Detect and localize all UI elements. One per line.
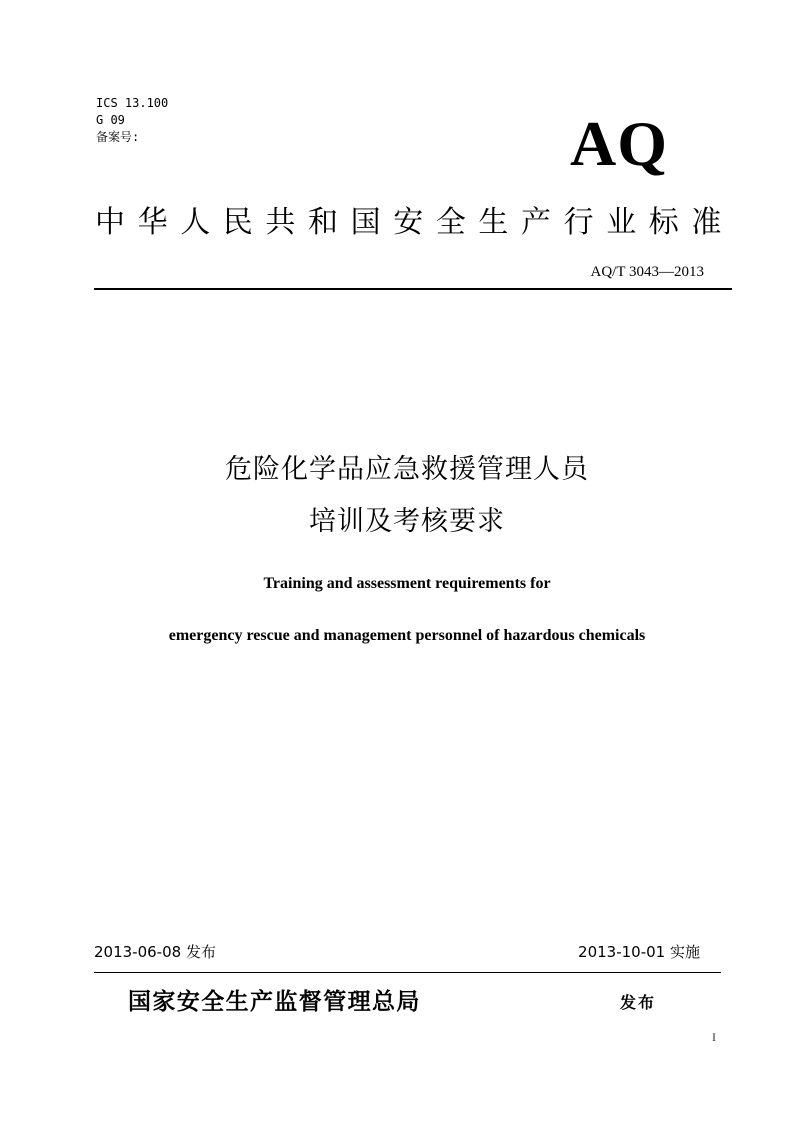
issuing-action: 发布 [620,993,657,1012]
chinese-title-line-2: 培训及考核要求 [309,506,505,537]
standard-number: AQ/T 3043—2013 [590,264,704,280]
aq-logo: AQ [570,108,668,179]
standard-category-title: 中华人民共和国安全生产行业标准 [95,205,734,240]
english-title-line-1: Training and assessment requirements for [263,575,551,592]
footer-divider [94,972,721,973]
english-title-line-2: emergency rescue and management personnel of hazardous chemicals [168,627,646,644]
issuing-authority: 国家安全生产监督管理总局 [128,989,421,1015]
issue-date: 2013-06-08 发布 [94,943,216,961]
header-divider [94,288,732,290]
chinese-title-line-1: 危险化学品应急救援管理人员 [225,454,589,485]
classification-code: G 09 [96,113,125,127]
record-number-label: 备案号: [96,130,140,144]
ics-code: ICS 13.100 [96,96,169,110]
implementation-date: 2013-10-01 实施 [578,943,700,961]
page-number: I [712,1030,716,1044]
